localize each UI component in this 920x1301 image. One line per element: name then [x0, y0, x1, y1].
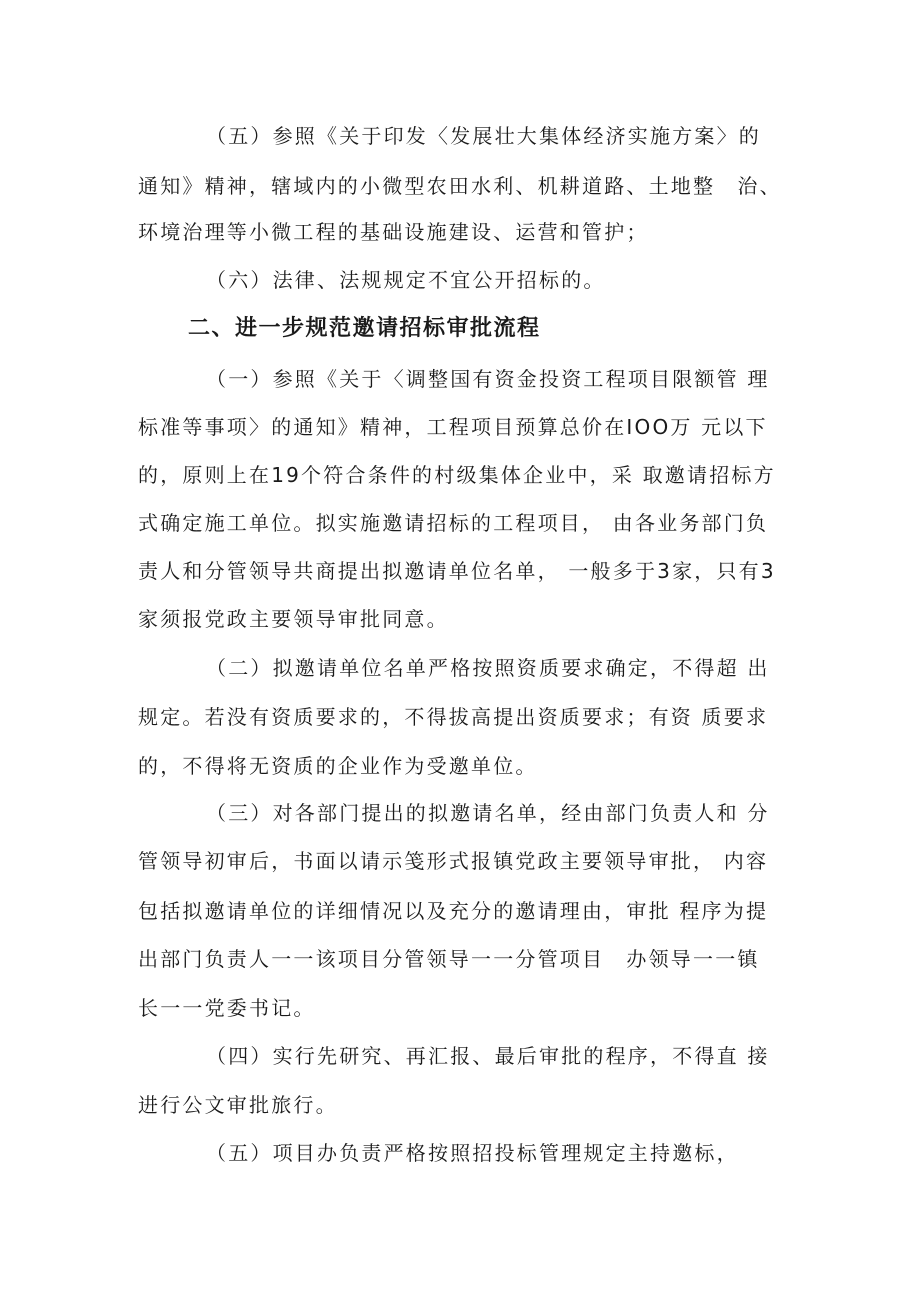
paragraph-line: （六）法律、法规规定不宜公开招标的。	[206, 268, 606, 292]
paragraph-line: 通知》精神，辖域内的小微型农田水利、机耕道路、土地整 治、	[138, 174, 782, 198]
paragraph-line: 出部门负责人一一该项目分管领导一一分管项目 办领导一一镇	[138, 947, 760, 971]
paragraph-line: 规定。若没有资质要求的，不得拔高提出资质要求；有资 质要求	[138, 705, 769, 729]
paragraph-line: 长一一党委书记。	[138, 996, 316, 1020]
paragraph-line: 的，不得将无资质的企业作为受邀单位。	[138, 754, 538, 778]
paragraph-line: （三）对各部门提出的拟邀请名单，经由部门负责人和 分	[206, 801, 770, 825]
paragraph-line: 环境治理等小微工程的基础设施建设、运营和管护；	[138, 220, 649, 244]
paragraph-line: （二）拟邀请单位名单严格按照资质要求确定，不得超 出	[206, 656, 770, 680]
paragraph-line: 进行公文审批旅行。	[138, 1093, 338, 1117]
paragraph-line: 式确定施工单位。拟实施邀请招标的工程项目， 由各业务部门负	[138, 511, 769, 535]
paragraph-line: 的，原则上在19个符合条件的村级集体企业中，采 取邀请招标方	[138, 463, 776, 487]
paragraph-line: 管领导初审后，书面以请示笺形式报镇党政主要领导审批， 内容	[138, 849, 769, 873]
paragraph-line: 标准等事项〉的通知》精神，工程项目预算总价在IOO万 元以下	[138, 415, 768, 439]
section-heading: 二、进一步规范邀请招标审批流程	[188, 316, 541, 341]
paragraph-line: （四）实行先研究、再汇报、最后审批的程序，不得直 接	[206, 1044, 770, 1068]
paragraph-line: （五）参照《关于印发〈发展壮大集体经济实施方案〉的	[206, 124, 761, 148]
paragraph-line: （五）项目办负责严格按照招投标管理规定主持邀标，	[206, 1141, 739, 1165]
paragraph-line: （一）参照《关于〈调整国有资金投资工程项目限额管 理	[206, 367, 770, 391]
paragraph-line: 责人和分管领导共商提出拟邀请单位名单， 一般多于3家，只有3	[138, 559, 776, 583]
paragraph-line: 家须报党政主要领导审批同意。	[138, 607, 449, 631]
paragraph-line: 包括拟邀请单位的详细情况以及充分的邀请理由，审批 程序为提	[138, 899, 769, 923]
